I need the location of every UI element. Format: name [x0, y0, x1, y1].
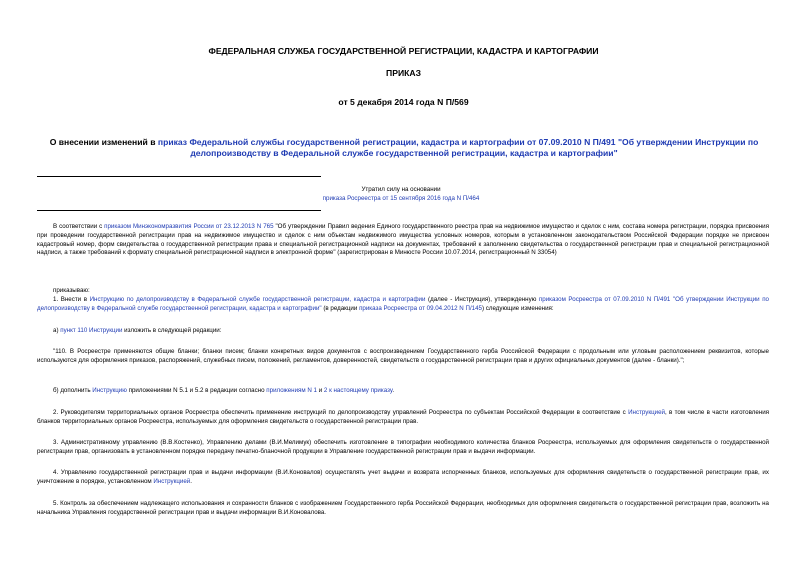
instruction-link-2[interactable]: Инструкцию: [92, 387, 127, 394]
preamble-text-2: "Об утверждении Правил ведения Единого государственного реестра прав на недвижимое имущество и сделок с ним, состава номера регистрации, порядка присвоения при проведении государственной регистрации прав на недвижимое имущество и сделок с ним объектам недвижимого имущества условных номеров, которым в установленном законодательством Российской Федерации порядке не присвоен кадастровый номер, форм свидетельства о государственной регистрации права и специальной регистрационной надписи на документах, требований к заполнению свидетельства о государственной регистрации прав и специальной регистрационной надписи, а также требований к формату специальной регистрационной надписи в электронной форме": [37, 223, 769, 257]
appendix-2-link[interactable]: 2 к настоящему приказу: [323, 387, 393, 394]
item-3: 3. Административному управлению (В.В.Костенко), Управлению делами (В.И.Мелимук) обеспечить изготовление в типографии необходимого количества бланков Росреестра, используемых для оформления свидетельств о государственной регистрации прав, организовать в установленном порядке передачу печатно-бланочной продукции в Управление государственной регистрации прав и выдачи информации.: [37, 439, 769, 455]
item-a-text-2: изложить в следующей редакции:: [122, 327, 222, 334]
document-title: [36, 137, 772, 159]
item-4: [37, 469, 769, 487]
preamble-text-1: В соответствии с: [53, 223, 105, 230]
title-prefix: О внесении изменений в: [49, 137, 158, 147]
order-491-link[interactable]: приказом Росреестра от 07.09.2010 N П/491 "Об утверждении Инструкции по делопроизводству в Федеральной службе государственной регистрации, кадастра и картографии": [37, 296, 769, 312]
divider-bottom: [37, 210, 321, 211]
clause-110-quote: "110. В Росреестре применяются общие бланки; бланки писем; бланки конкретных видов документов с воспроизведением Государственного герба Российской Федерации с продольным или угловым расположением реквизитов, которые используются для оформления приказов, распоряжений, служебных писем, положений, регламентов, доверенностей, свидетельств о государственной регистрации прав и других официальных документов (далее - бланки).";: [37, 348, 769, 364]
item-a: [37, 327, 769, 336]
divider-top: [37, 176, 321, 177]
item-5: 5. Контроль за обеспечением надлежащего использования и сохранности бланков с изображением Государственного герба Российской Федерации, необходимых для оформления свидетельств о государственной регистрации прав, возложить на начальника Управления государственной регистрации прав и выдачи информации В.И.Коновалова.: [37, 500, 769, 516]
item-1-text-2: (далее - Инструкция), утвержденную: [425, 296, 539, 303]
item-a-text-1: а): [53, 327, 61, 334]
item-1-text-3: (в редакции: [321, 304, 360, 312]
preamble-registration: (зарегистрирован в Минюсте России 10.07.2014, регистрационный N 33054): [335, 249, 557, 257]
item-4-text-1: 4. Управлению государственной регистрации прав и выдачи информации (В.И.Коновалов) осуществлять учет выдачи и возврата испорченных бланков, используемых для оформления свидетельств о государственной регистрации прав, их уничтожение в порядке, установленном: [37, 469, 769, 485]
status-note-text: Утратил силу на основании: [361, 186, 441, 193]
repealing-order-link[interactable]: приказа Росреестра от 15 сентября 2016 года N П/464: [322, 195, 480, 202]
preamble-paragraph: [37, 223, 769, 258]
preamble-order-link[interactable]: приказом Минэкономразвития России от 23.12.2013 N 765: [104, 223, 274, 230]
instruction-link-4[interactable]: Инструкцией: [153, 477, 191, 485]
item-b-text-3: и: [317, 387, 324, 394]
appendix-1-link[interactable]: приложениям N 1: [266, 387, 318, 394]
item-4-text-2: .: [190, 477, 192, 485]
item-2-text-1: 2. Руководителям территориальных органов Росреестра обеспечить применение инструкций по делопроизводству управлений Росреестра по субъектам Российской Федерации в соответствие с: [53, 409, 629, 416]
order-word: приказываю:: [53, 287, 90, 294]
item-1-text-1: 1. Внести в: [53, 296, 90, 303]
instruction-link-3[interactable]: Инструкцией: [628, 409, 665, 416]
item-b-text-2: приложениями N 5.1 и 5.2 в редакции согласно: [126, 387, 267, 394]
order-145-link[interactable]: приказа Росреестра от 09.04.2012 N П/145: [359, 304, 482, 312]
title-amended-order-link[interactable]: приказ Федеральной службы государственной регистрации, кадастра и картографии от 07.09.2010 N П/491 "Об утверждении Инструкции по делопроизводству в Федеральной службе государственной регистрации, кадастра и картографии": [157, 137, 759, 158]
item-2-text-2: , в том числе в части изготовления бланков территориальных органов Росреестра, используемых для оформления свидетельств о государственной регистрации прав.: [37, 409, 769, 425]
clause-110-link[interactable]: пункт 110 Инструкции: [60, 327, 123, 334]
item-b: [37, 387, 769, 396]
document-date-number: от 5 декабря 2014 года N П/569: [338, 97, 469, 107]
document-type: ПРИКАЗ: [386, 68, 421, 78]
item-1: [37, 296, 769, 314]
item-b-text-4: .: [392, 387, 395, 394]
agency-name: ФЕДЕРАЛЬНАЯ СЛУЖБА ГОСУДАРСТВЕННОЙ РЕГИСТРАЦИИ, КАДАСТРА И КАРТОГРАФИИ: [208, 46, 599, 56]
status-note: [192, 185, 610, 203]
instruction-link[interactable]: Инструкцию по делопроизводству в Федеральной службе государственной регистрации, кадастра и картографии: [89, 296, 426, 303]
item-1-text-4: ) следующие изменения:: [482, 304, 554, 312]
item-2: [37, 409, 769, 427]
item-b-text-1: б) дополнить: [53, 387, 93, 394]
